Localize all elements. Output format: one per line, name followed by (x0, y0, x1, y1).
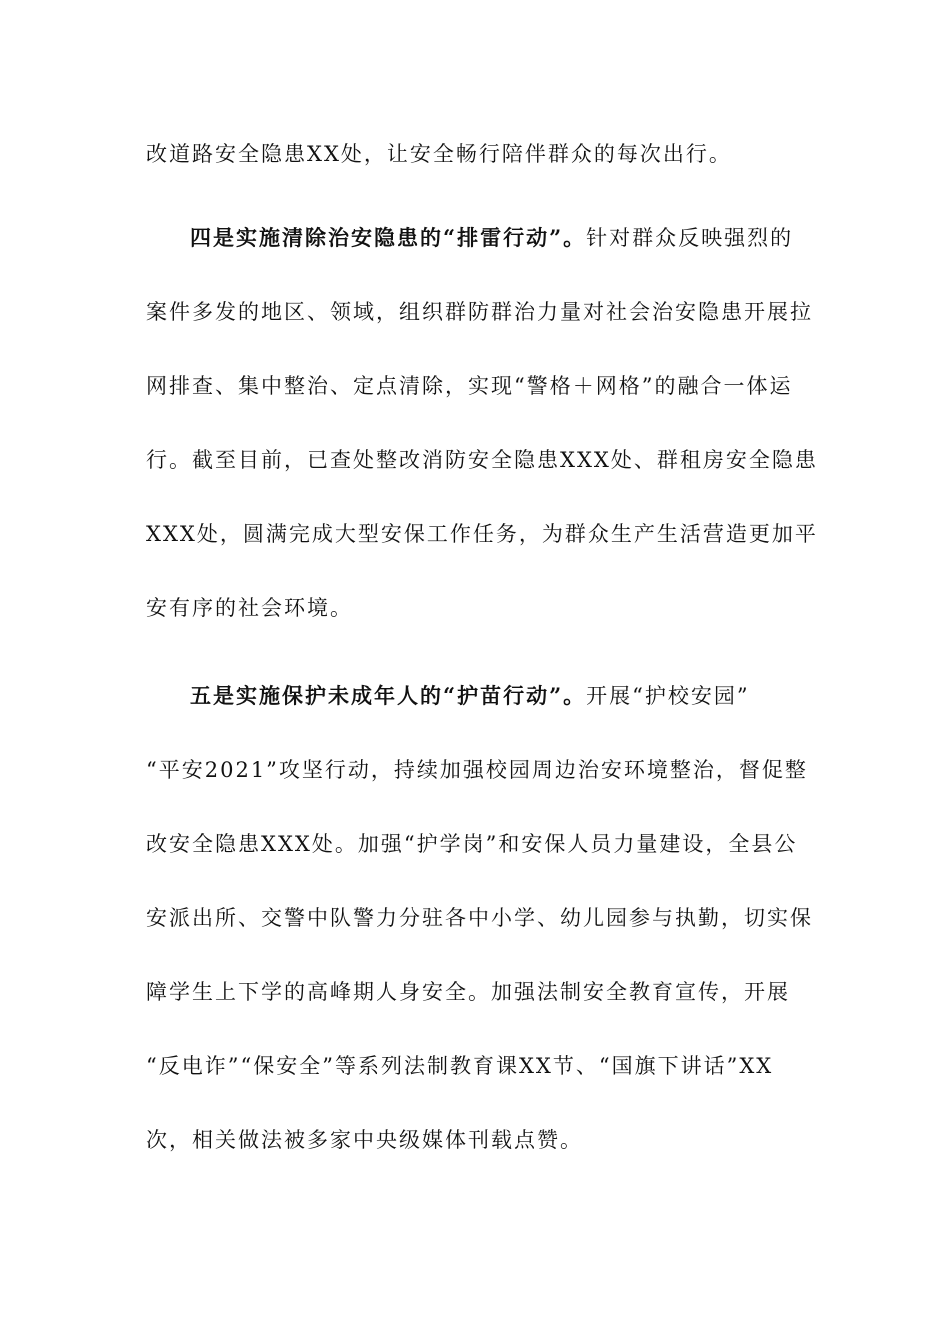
paragraph-first-line (190, 682, 750, 710)
paragraph-first-line (190, 224, 793, 252)
text-line: 网排查、集中整治、定点清除，实现“警格＋网格”的融合一体运 (146, 374, 793, 398)
text-line: 改道路安全隐患XX处，让安全畅行陪伴群众的每次出行。 (146, 142, 732, 166)
text-line: 案件多发的地区、领域，组织群防群治力量对社会治安隐患开展拉 (146, 300, 813, 324)
text-line: 安有序的社会环境。 (146, 596, 353, 620)
text-line: XXX处，圆满完成大型安保工作任务，为群众生产生活营造更加平 (146, 522, 818, 546)
text-line: “反电诈”“保安全”等系列法制教育课XX节、“国旗下讲话”XX (146, 1054, 774, 1078)
text-line: 安派出所、交警中队警力分驻各中小学、幼儿园参与执勤，切实保 (146, 906, 813, 930)
text-line: “平安2021”攻坚行动，持续加强校园周边治安环境整治，督促整 (146, 758, 808, 782)
text-segment: 开展“护校安园” (586, 684, 750, 708)
text-line: 次，相关做法被多家中央级媒体刊载点赞。 (146, 1128, 583, 1152)
text-line: 改安全隐患XXX处。加强“护学岗”和安保人员力量建设，全县公 (146, 832, 798, 856)
text-line: 障学生上下学的高峰期人身安全。加强法制安全教育宣传，开展 (146, 980, 790, 1004)
paragraph-heading: 五是实施保护未成年人的“护苗行动”。 (190, 683, 587, 708)
text-segment: 针对群众反映强烈的 (586, 226, 794, 250)
paragraph-heading: 四是实施清除治安隐患的“排雷行动”。 (190, 225, 587, 250)
text-line: 行。截至目前，已查处整改消防安全隐患XXX处、群租房安全隐患 (146, 448, 818, 472)
